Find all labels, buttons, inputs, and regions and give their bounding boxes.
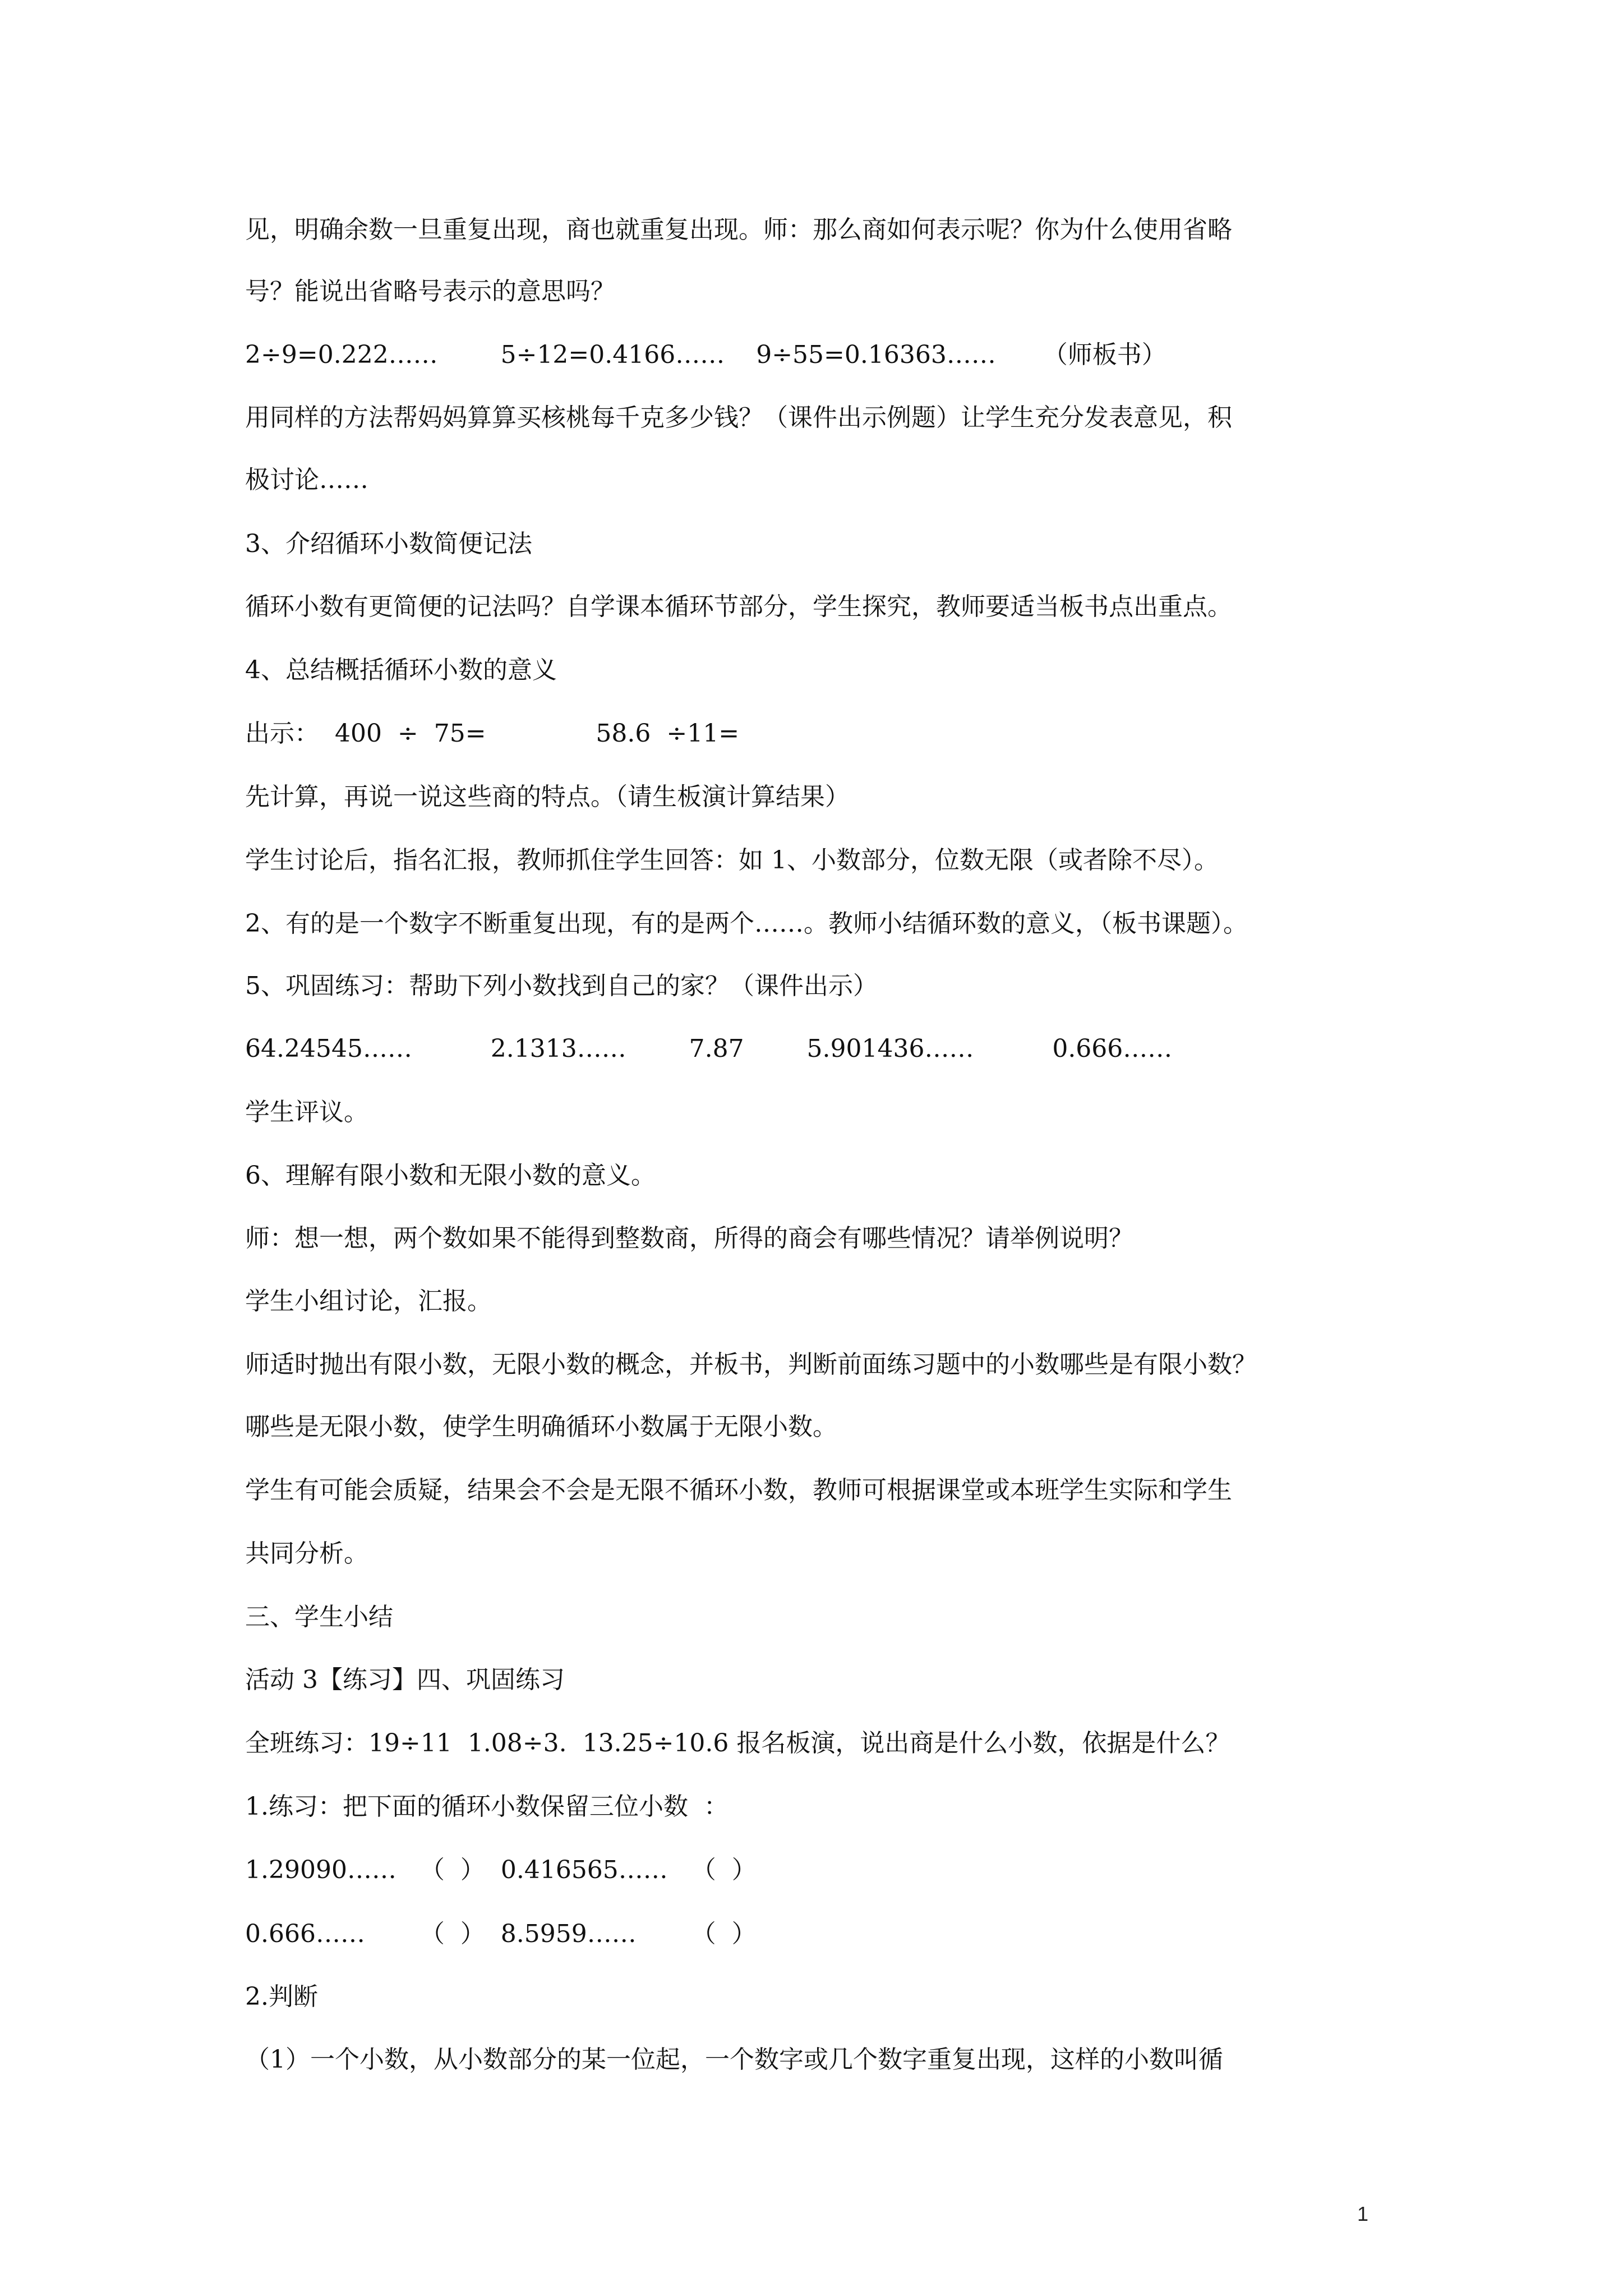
text-line: 见，明确余数一旦重复出现，商也就重复出现。师：那么商如何表示呢？你为什么使用省略 (245, 215, 1232, 244)
section-heading: 3、介绍循环小数简便记法 (245, 530, 532, 558)
number-list-line: 64.24545…… 2.1313…… 7.87 5.901436…… 0.666…… (245, 1034, 1173, 1063)
section-heading: 三、学生小结 (245, 1603, 393, 1631)
equation-line: 出示： 400 ÷ 75= 58.6 ÷11= (245, 719, 740, 748)
text-line: 先计算，再说一说这些商的特点。（请生板演计算结果） (245, 783, 850, 811)
page-number: 1 (1357, 2202, 1369, 2225)
equation-line: 2÷9=0.222…… 5÷12=0.4166…… 9÷55=0.16363…… （师板书） (245, 341, 1166, 369)
text-line: 学生讨论后，指名汇报，教师抓住学生回答：如 1、小数部分，位数无限（或者除不尽）。 (245, 846, 1219, 875)
text-line: 学生有可能会质疑，结果会不会是无限不循环小数，教师可根据课堂或本班学生实际和学生 (245, 1476, 1232, 1504)
text-line: 学生评议。 (245, 1098, 368, 1126)
text-line: 2、有的是一个数字不断重复出现，有的是两个……。教师小结循环数的意义，（板书课题）。 (245, 909, 1248, 938)
text-line: 1.练习：把下面的循环小数保留三位小数 ： (245, 1792, 728, 1821)
text-line: 哪些是无限小数，使学生明确循环小数属于无限小数。 (245, 1412, 837, 1441)
section-heading: 5、巩固练习：帮助下列小数找到自己的家？（课件出示） (245, 972, 878, 1000)
exercise-line: 0.666…… （ ） 8.5959…… （ ） (245, 1920, 757, 1948)
text-line: 2.判断 (245, 1982, 318, 2011)
text-line: 循环小数有更简便的记法吗？自学课本循环节部分，学生探究，教师要适当板书点出重点。 (245, 592, 1232, 621)
text-line: 师：想一想，两个数如果不能得到整数商，所得的商会有哪些情况？请举例说明？ (245, 1224, 1133, 1253)
section-heading: 6、理解有限小数和无限小数的意义。 (245, 1161, 656, 1190)
text-line: 用同样的方法帮妈妈算算买核桃每千克多少钱？（课件出示例题）让学生充分发表意见，积 (245, 403, 1232, 432)
text-line: （1）一个小数，从小数部分的某一位起，一个数字或几个数字重复出现，这样的小数叫循 (245, 2045, 1223, 2074)
text-line: 师适时抛出有限小数，无限小数的概念，并板书，判断前面练习题中的小数哪些是有限小数？ (245, 1350, 1257, 1379)
text-line: 号？能说出省略号表示的意思吗？ (245, 277, 615, 306)
text-line: 共同分析。 (245, 1539, 368, 1568)
section-heading: 活动 3【练习】四、巩固练习 (245, 1665, 565, 1694)
text-line: 全班练习：19÷11 1.08÷3. 13.25÷10.6 报名板演，说出商是什么小数，依据是什么？ (245, 1729, 1230, 1757)
exercise-line: 1.29090…… （ ） 0.416565…… （ ） (245, 1856, 757, 1884)
text-line: 极讨论…… (245, 466, 368, 494)
section-heading: 4、总结概括循环小数的意义 (245, 656, 557, 684)
text-line: 学生小组讨论，汇报。 (245, 1287, 492, 1315)
